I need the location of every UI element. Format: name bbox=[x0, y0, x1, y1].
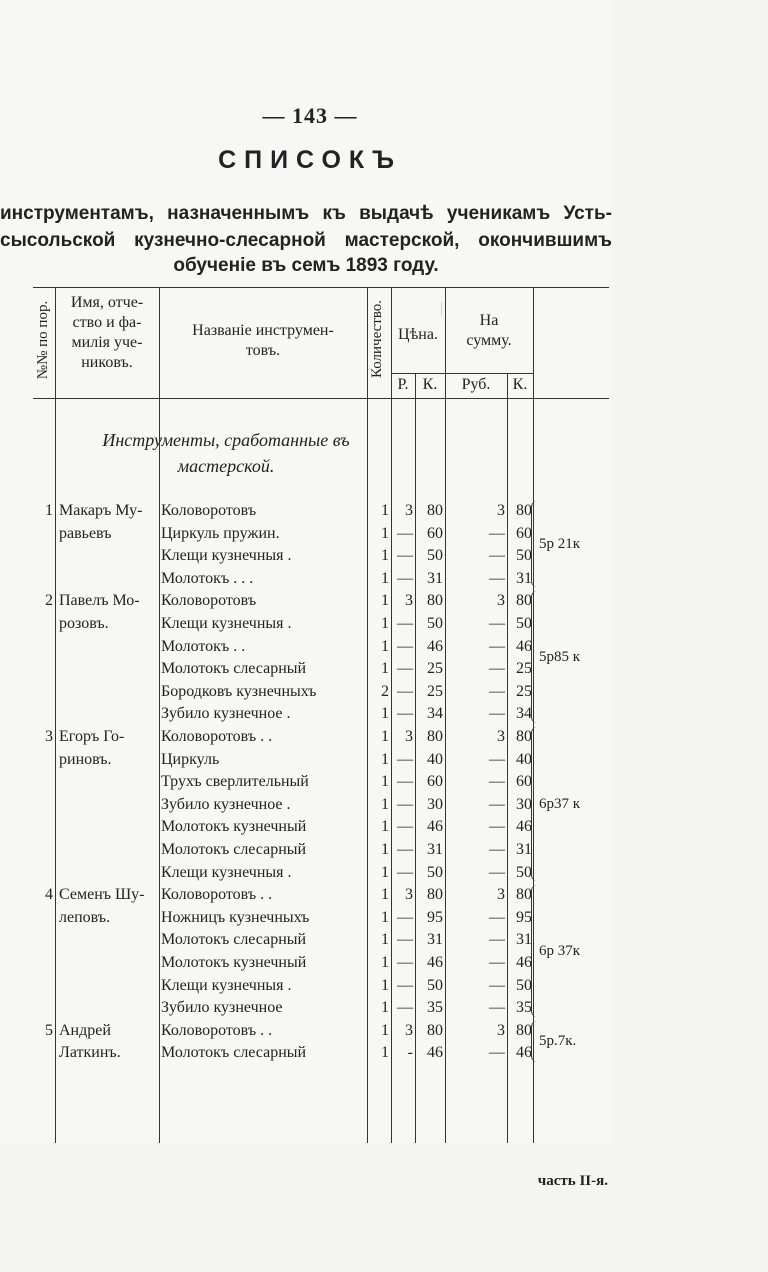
quantity: 1 bbox=[381, 863, 389, 881]
table-row bbox=[33, 838, 609, 861]
price-rubles: — bbox=[397, 999, 413, 1017]
price-rubles: — bbox=[397, 818, 413, 836]
price-rubles: — bbox=[397, 908, 413, 926]
tool-name: Циркуль пружин. bbox=[161, 524, 280, 542]
price-kopecks: 95 bbox=[427, 908, 443, 926]
sum-kopecks: 46 bbox=[516, 637, 532, 655]
price-kopecks: 50 bbox=[427, 547, 443, 565]
table-row bbox=[33, 499, 609, 522]
tool-name: Коловоротовъ bbox=[161, 502, 257, 519]
subtitle-line-1: инструментамъ, назначеннымъ къ выдачѣ ученикамъ Усть- bbox=[0, 203, 612, 224]
price-kopecks: 35 bbox=[427, 999, 443, 1017]
sum-rubles: 3 bbox=[497, 502, 505, 519]
price-rubles: - bbox=[407, 1044, 413, 1062]
student-name: Макаръ Му- bbox=[59, 502, 143, 519]
page-title: СПИСОКЪ bbox=[218, 146, 402, 174]
signature-mark: часть II-я. bbox=[537, 1173, 608, 1189]
sum-kopecks: 80 bbox=[516, 592, 532, 610]
price-kopecks: 40 bbox=[427, 750, 443, 768]
group-total: 5р.7к. bbox=[539, 1033, 577, 1050]
table-row bbox=[33, 928, 609, 951]
price-kopecks: 80 bbox=[427, 592, 443, 610]
tool-name: Молотокъ кузнечный bbox=[161, 818, 307, 836]
tool-name: Коловоротовъ . . bbox=[161, 728, 273, 745]
price-kopecks: 30 bbox=[427, 795, 443, 813]
header-price: Цѣна. bbox=[398, 326, 438, 343]
header-sum-k: К. bbox=[512, 376, 528, 393]
sum-kopecks: 30 bbox=[516, 795, 532, 813]
price-rubles: — bbox=[397, 931, 413, 949]
sum-rubles: — bbox=[489, 908, 505, 926]
tool-name: Коловоротовъ . . bbox=[161, 886, 273, 904]
price-rubles: — bbox=[397, 660, 413, 678]
header-tool: Названіе инструмен- товъ. bbox=[192, 322, 334, 359]
price-rubles: — bbox=[397, 705, 413, 723]
quantity: 2 bbox=[381, 682, 389, 700]
tools-table bbox=[33, 287, 609, 1143]
table-top-border bbox=[33, 287, 609, 288]
quantity: 1 bbox=[381, 615, 389, 632]
table-row bbox=[33, 589, 609, 612]
tool-name: Циркуль bbox=[161, 750, 220, 768]
sum-rubles: — bbox=[489, 660, 505, 678]
sum-rubles: 3 bbox=[497, 728, 505, 745]
price-kopecks: 46 bbox=[427, 637, 443, 655]
price-rubles: 3 bbox=[405, 886, 413, 904]
tool-name: Молотокъ . . . bbox=[161, 569, 254, 587]
sum-rubles: 3 bbox=[497, 886, 505, 904]
sum-kopecks: 60 bbox=[516, 773, 532, 791]
sum-kopecks: 80 bbox=[516, 1021, 532, 1039]
header-name: Имя, отче- ство и фа- милія уче- никовъ. bbox=[70, 294, 144, 371]
price-kopecks: 80 bbox=[427, 1021, 443, 1039]
sum-rubles: — bbox=[489, 773, 505, 791]
sum-rubles: — bbox=[489, 705, 505, 723]
price-kopecks: 46 bbox=[427, 818, 443, 836]
student-name: Егоръ Го- bbox=[59, 728, 125, 745]
price-rubles: — bbox=[397, 954, 413, 971]
header-bottom-border bbox=[33, 398, 609, 399]
sum-rubles: — bbox=[489, 976, 505, 994]
student-name: риновъ. bbox=[59, 750, 112, 768]
tool-name: Клещи кузнечныя . bbox=[161, 976, 292, 994]
price-kopecks: 80 bbox=[427, 728, 443, 745]
tool-name: Клещи кузнечныя . bbox=[161, 863, 292, 881]
quantity: 1 bbox=[381, 908, 389, 926]
price-rubles: — bbox=[397, 637, 413, 655]
sum-rubles: — bbox=[489, 795, 505, 813]
sum-rubles: — bbox=[489, 569, 505, 587]
tool-name: Клещи кузнечныя . bbox=[161, 547, 292, 565]
table-row bbox=[33, 974, 609, 997]
quantity: 1 bbox=[381, 592, 389, 610]
tool-name: Молотокъ кузнечный bbox=[161, 954, 307, 971]
price-kopecks: 31 bbox=[427, 931, 443, 949]
sum-rubles: — bbox=[489, 931, 505, 949]
price-rubles: — bbox=[397, 569, 413, 587]
table-row bbox=[33, 793, 609, 816]
tool-name: Клещи кузнечныя . bbox=[161, 615, 292, 632]
sum-kopecks: 50 bbox=[516, 615, 532, 632]
price-kopecks: 60 bbox=[427, 773, 443, 791]
sum-rubles: — bbox=[489, 547, 505, 565]
tool-name: Трухъ сверлительный bbox=[161, 773, 309, 791]
tool-name: Зубило кузнечное . bbox=[161, 795, 291, 813]
table-row bbox=[33, 883, 609, 906]
quantity: 1 bbox=[381, 637, 389, 655]
sum-kopecks: 25 bbox=[516, 660, 532, 678]
price-rubles: 3 bbox=[405, 1021, 413, 1039]
table-row bbox=[33, 567, 609, 590]
sum-kopecks: 50 bbox=[516, 547, 532, 565]
sum-rubles: — bbox=[489, 818, 505, 836]
header-qty: Количество. bbox=[369, 299, 385, 379]
subheader-line bbox=[391, 373, 533, 374]
price-kopecks: 34 bbox=[427, 705, 443, 723]
price-kopecks: 25 bbox=[427, 682, 443, 700]
price-kopecks: 50 bbox=[427, 615, 443, 632]
tool-name: Коловоротовъ . . bbox=[161, 1021, 273, 1039]
price-rubles: — bbox=[397, 615, 413, 632]
price-rubles: — bbox=[397, 547, 413, 565]
price-rubles: — bbox=[397, 682, 413, 700]
sum-kopecks: 80 bbox=[516, 886, 532, 904]
student-number: 2 bbox=[45, 592, 53, 610]
sum-kopecks: 50 bbox=[516, 863, 532, 881]
student-number: 1 bbox=[45, 502, 53, 519]
sum-kopecks: 31 bbox=[516, 841, 532, 858]
sum-kopecks: 31 bbox=[516, 569, 532, 587]
tool-name: Зубило кузнечное . bbox=[161, 705, 291, 723]
sum-kopecks: 50 bbox=[516, 976, 532, 994]
sum-rubles: — bbox=[489, 637, 505, 655]
student-name: розовъ. bbox=[59, 615, 109, 632]
quantity: 1 bbox=[381, 931, 389, 949]
table-row bbox=[33, 770, 609, 793]
table-row bbox=[33, 861, 609, 884]
group-total: 5р 21к bbox=[539, 536, 581, 553]
price-rubles: — bbox=[397, 841, 413, 858]
quantity: 1 bbox=[381, 886, 389, 904]
price-rubles: 3 bbox=[405, 502, 413, 519]
sum-kopecks: 25 bbox=[516, 682, 532, 700]
price-kopecks: 31 bbox=[427, 569, 443, 587]
sum-rubles: — bbox=[489, 682, 505, 700]
sum-kopecks: 46 bbox=[516, 954, 532, 971]
price-kopecks: 60 bbox=[427, 524, 443, 542]
quantity: 1 bbox=[381, 1044, 389, 1062]
sum-kopecks: 35 bbox=[516, 999, 532, 1017]
quantity: 1 bbox=[381, 999, 389, 1017]
table-row bbox=[33, 815, 609, 838]
price-rubles: — bbox=[397, 524, 413, 542]
student-number: 4 bbox=[45, 886, 53, 904]
table-row bbox=[33, 996, 609, 1019]
subtitle-line-3: обученіе въ семъ 1893 году. bbox=[173, 255, 439, 276]
quantity: 1 bbox=[381, 1021, 389, 1039]
sum-rubles: — bbox=[489, 954, 505, 971]
quantity: 1 bbox=[381, 773, 389, 791]
sum-rubles: — bbox=[489, 750, 505, 768]
student-name: Андрей bbox=[59, 1021, 111, 1039]
quantity: 1 bbox=[381, 502, 389, 519]
subtitle-line-2: сысольской кузнечно-слесарной мастерской, окончившимъ bbox=[0, 230, 612, 251]
tool-name: Ножницъ кузнечныхъ bbox=[161, 908, 310, 926]
sum-kopecks: 40 bbox=[516, 750, 532, 768]
quantity: 1 bbox=[381, 524, 389, 542]
quantity: 1 bbox=[381, 795, 389, 813]
table-row bbox=[33, 522, 609, 545]
table-row bbox=[33, 612, 609, 635]
sum-kopecks: 60 bbox=[516, 524, 532, 542]
table-row bbox=[33, 635, 609, 658]
price-kopecks: 25 bbox=[427, 660, 443, 678]
sum-rubles: 3 bbox=[497, 1021, 505, 1039]
price-kopecks: 31 bbox=[427, 841, 443, 858]
quantity: 1 bbox=[381, 976, 389, 994]
page-number: — 143 — bbox=[262, 103, 358, 128]
student-name: Семенъ Шу- bbox=[59, 886, 145, 904]
header-price-r: Р. bbox=[397, 376, 409, 393]
sum-kopecks: 46 bbox=[516, 818, 532, 836]
tool-name: Молотокъ слесарный bbox=[161, 1044, 307, 1062]
price-rubles: — bbox=[397, 750, 413, 768]
student-number: 3 bbox=[45, 728, 53, 745]
group-total: 6р37 к bbox=[539, 796, 581, 813]
price-kopecks: 80 bbox=[427, 886, 443, 904]
tool-name: Молотокъ слесарный bbox=[161, 841, 307, 858]
price-rubles: 3 bbox=[405, 728, 413, 745]
sum-rubles: — bbox=[489, 841, 505, 858]
table-row bbox=[33, 1041, 609, 1064]
sum-rubles: — bbox=[489, 863, 505, 881]
header-sum-r: Руб. bbox=[461, 376, 491, 393]
group-total: 5р85 к bbox=[539, 649, 581, 666]
quantity: 1 bbox=[381, 728, 389, 745]
tool-name: Молотокъ слесарный bbox=[161, 660, 307, 678]
tool-name: Молотокъ . . bbox=[161, 637, 246, 655]
sum-kopecks: 80 bbox=[516, 502, 532, 519]
header-sum: На сумму. bbox=[466, 312, 512, 349]
quantity: 1 bbox=[381, 705, 389, 723]
price-rubles: 3 bbox=[405, 592, 413, 610]
sum-rubles: — bbox=[489, 524, 505, 542]
table-row bbox=[33, 680, 609, 703]
sum-kopecks: 95 bbox=[516, 908, 532, 926]
price-kopecks: 50 bbox=[427, 976, 443, 994]
group-total: 6р 37к bbox=[539, 943, 581, 959]
price-kopecks: 80 bbox=[427, 502, 443, 519]
quantity: 1 bbox=[381, 660, 389, 678]
student-name: леповъ. bbox=[59, 908, 111, 926]
price-kopecks: 50 bbox=[427, 863, 443, 881]
price-rubles: — bbox=[397, 773, 413, 791]
tool-name: Молотокъ слесарный bbox=[161, 931, 307, 949]
tool-name: Зубило кузнечное bbox=[161, 999, 283, 1017]
table-row bbox=[33, 544, 609, 567]
quantity: 1 bbox=[381, 841, 389, 858]
price-kopecks: 46 bbox=[427, 1044, 443, 1062]
table-row bbox=[33, 702, 609, 725]
table-row bbox=[33, 951, 609, 974]
sum-rubles: — bbox=[489, 999, 505, 1017]
sum-rubles: 3 bbox=[497, 592, 505, 610]
sum-kopecks: 34 bbox=[516, 705, 532, 723]
sum-rubles: — bbox=[489, 1044, 505, 1062]
table-row bbox=[33, 906, 609, 929]
table-row bbox=[33, 657, 609, 680]
table-row bbox=[33, 1019, 609, 1042]
bleed-through-text: | bbox=[440, 300, 444, 317]
sum-kopecks: 80 bbox=[516, 728, 532, 745]
header-num: №№ по пор. bbox=[35, 300, 51, 380]
table-row bbox=[33, 725, 609, 748]
quantity: 1 bbox=[381, 750, 389, 768]
student-name: равьевъ bbox=[59, 524, 112, 542]
section-heading: Инструменты, сработанные въ мастерской. bbox=[102, 430, 350, 476]
price-kopecks: 46 bbox=[427, 954, 443, 971]
sum-rubles: — bbox=[489, 615, 505, 632]
sum-kopecks: 31 bbox=[516, 931, 532, 949]
quantity: 1 bbox=[381, 818, 389, 836]
price-rubles: — bbox=[397, 795, 413, 813]
student-name: Павелъ Мо- bbox=[59, 592, 140, 610]
quantity: 1 bbox=[381, 569, 389, 587]
quantity: 1 bbox=[381, 547, 389, 565]
price-rubles: — bbox=[397, 976, 413, 994]
quantity: 1 bbox=[381, 954, 389, 971]
student-number: 5 bbox=[45, 1021, 53, 1039]
student-name: Латкинъ. bbox=[59, 1044, 121, 1062]
price-rubles: — bbox=[397, 863, 413, 881]
tool-name: Бородковъ кузнечныхъ bbox=[161, 682, 317, 700]
tool-name: Коловоротовъ bbox=[161, 592, 257, 610]
sum-kopecks: 46 bbox=[516, 1044, 532, 1062]
table-row bbox=[33, 748, 609, 771]
header-price-k: К. bbox=[422, 376, 438, 393]
